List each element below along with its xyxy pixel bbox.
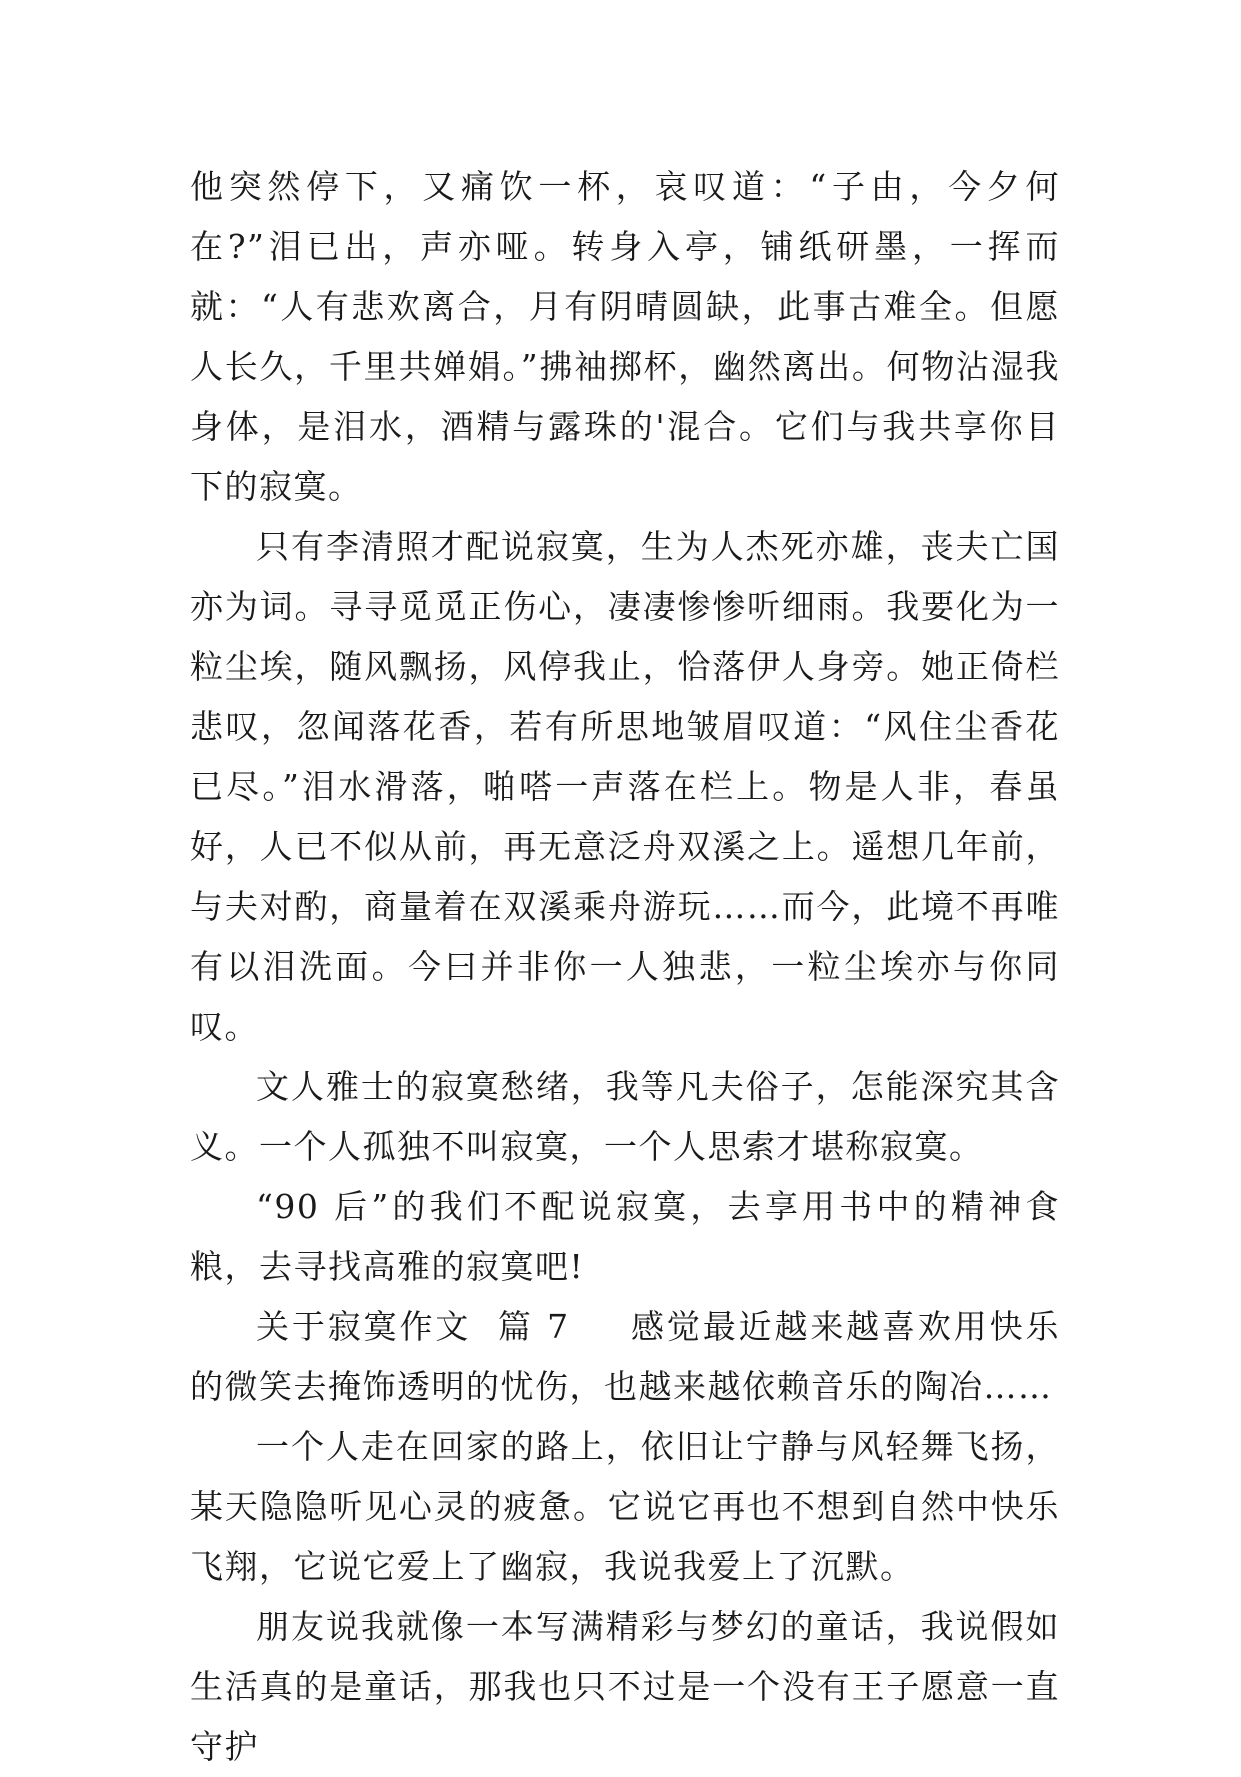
paragraph-text: 感觉最近越来越喜欢用快乐的微笑去掩饰透明的忧伤，也越来越依赖音乐的陶冶…… bbox=[190, 1307, 1061, 1406]
paragraph: 他突然停下，又痛饮一杯，哀叹道：“子由，今夕何在?”泪已出，声亦哑。转身入亭，铺纸研墨，一挥而就：“人有悲欢离合，月有阴晴圆缺，此事古难全。但愿人长久，千里共婵娟。”拂袖掷杯，幽然离出。何物沾湿我身体，是泪水，酒精与露珠的'混合。它们与我共享你目下的寂寞。 bbox=[190, 167, 1060, 506]
paragraph: 一个人走在回家的路上，依旧让宁静与风轻舞飞扬，某天隐隐听见心灵的疲惫。它说它再也不想到自然中快乐飞翔，它说它爱上了幽寂，我说我爱上了沉默。 bbox=[190, 1427, 1060, 1586]
paragraph: 只有李清照才配说寂寞，生为人杰死亦雄，丧夫亡国亦为词。寻寻觅觅正伤心，凄凄惨惨听细雨。我要化为一粒尘埃，随风飘扬，风停我止，恰落伊人身旁。她正倚栏悲叹，忽闻落花香，若有所思地皱眉叹道：“风住尘香花已尽。”泪水滑落，啪嗒一声落在栏上。物是人非，春虽好，人已不似从前，再无意泛舟双溪之上。遥想几年前，与夫对酌，商量着在双溪乘舟游玩……而今，此境不再唯有以泪洗面。今曰并非你一人独悲，一粒尘埃亦与你同叹。 bbox=[190, 527, 1060, 1046]
section-heading: 关于寂寞作文 篇 7 bbox=[256, 1307, 570, 1346]
document-body bbox=[190, 157, 1060, 1777]
paragraph: 文人雅士的寂寞愁绪，我等凡夫俗子，怎能深究其含义。一个人孤独不叫寂寞，一个人思索才堪称寂寞。 bbox=[190, 1067, 1060, 1166]
paragraph-with-heading bbox=[190, 1297, 1060, 1417]
paragraph: “90 后”的我们不配说寂寞，去享用书中的精神食粮，去寻找高雅的寂寞吧! bbox=[190, 1187, 1060, 1286]
paragraph: 朋友说我就像一本写满精彩与梦幻的童话，我说假如生活真的是童话，那我也只不过是一个没有王子愿意一直守护 bbox=[190, 1607, 1060, 1766]
